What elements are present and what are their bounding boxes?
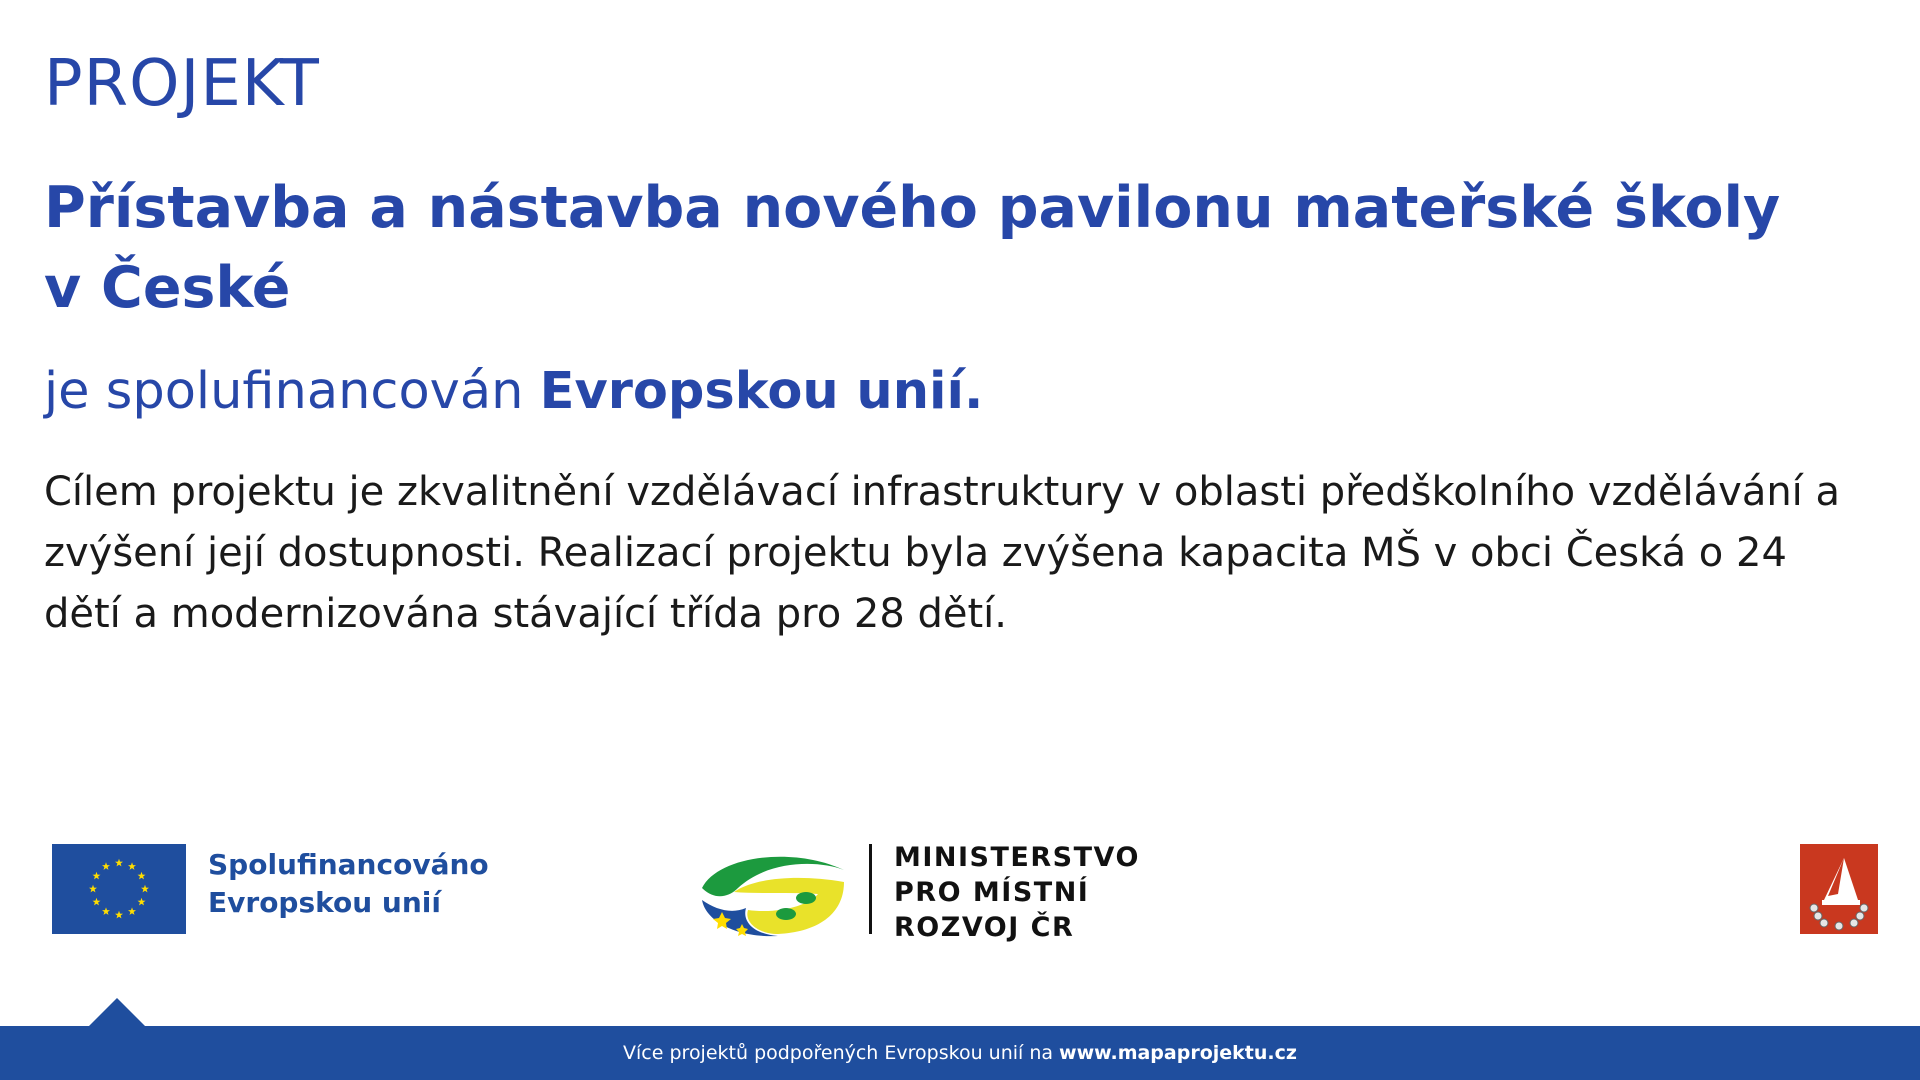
project-description: Cílem projektu je zkvalitnění vzdělávací infrastruktury v oblasti předškolního vzdělávání a zvýšení její dostupnosti. Realizací projektu byla zvýšena kapacita MŠ v obci Česká o 24 dětí a modernizována stávající třída pro 28 dětí.	[44, 469, 1841, 637]
project-label: PROJEKT	[44, 47, 320, 121]
mmr-line2: PRO MÍSTNÍ	[894, 877, 1090, 908]
logo-row	[0, 840, 1920, 943]
mmr-line1: MINISTERSTVO	[894, 842, 1140, 873]
eu-text-line2: Evropskou unií	[208, 886, 441, 919]
mmr-line3: ROZVOJ ČR	[894, 912, 1075, 943]
cofinanced-strong: Evropskou unií.	[539, 362, 984, 421]
cofinanced-prefix: je spolufinancován	[44, 362, 524, 421]
eu-text-line1: Spolufinancováno	[208, 848, 489, 881]
project-title: Přístavba a nástavba nového pavilonu mateřské školy v České	[44, 175, 1781, 321]
mmr-divider	[869, 844, 872, 934]
mmr-name	[894, 840, 1140, 945]
eu-cofinanced-text	[208, 846, 489, 922]
footer-link[interactable]: www.mapaprojektu.cz	[1059, 1042, 1297, 1064]
footer-text: Více projektů podpořených Evropskou unií na	[623, 1042, 1054, 1064]
eu-flag-icon	[52, 844, 186, 934]
cofinanced-line	[44, 364, 983, 420]
footer-notch	[88, 998, 146, 1027]
footer-bar	[0, 1026, 1920, 1080]
mmr-logo-icon	[698, 848, 848, 940]
municipal-coat-of-arms-icon	[1800, 844, 1878, 934]
